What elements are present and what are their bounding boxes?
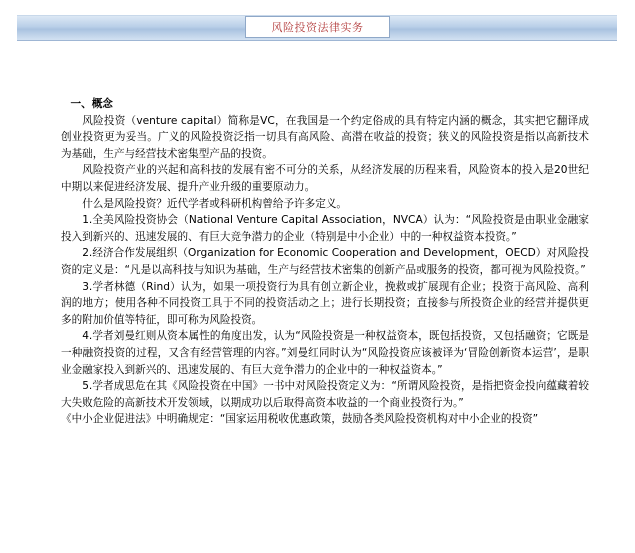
section-heading: 一、概念 xyxy=(70,98,113,110)
paragraph-sme-law: 《中小企业促进法》中明确规定：“国家运用税收优惠政策，鼓励各类风险投资机构对中小企业的投资” xyxy=(61,413,539,426)
paragraph-oecd: 2.经济合作发展组织（Organization for Economic Cooperation and Development，OECD）对风险投资的定义是：“凡是以高科技与知识为基础，生产与经营技术密集的创新产品或服务的投资，都可视为风险投资。” xyxy=(61,247,589,276)
header-title-box xyxy=(245,16,390,38)
paragraph-cheng-siwei: 5.学者成思危在其《风险投资在中国》一书中对风险投资定义为：“所谓风险投资，是指把资金投向蕴藏着较大失败危险的高新技术开发领域，以期成功以后取得高资本收益的一个商业投资行为。” xyxy=(61,380,589,409)
document-body xyxy=(61,96,589,428)
paragraph-nvca: 1.全美风险投资协会（National Venture Capital Association，NVCA）认为：“风险投资是由职业金融家投入到新兴的、迅速发展的、有巨大竞争潜力的企业（特别是中小企业）中的一种权益资本投资。” xyxy=(61,214,589,243)
document-title: 风险投资法律实务 xyxy=(271,21,364,34)
paragraph-rind: 3.学者林德（Rind）认为，如果一项投资行为具有创立新企业，挽救或扩展现有企业；投资于高风险、高利润的地方；使用各种不同投资工具于不同的投资活动之上；进行长期投资；直接参与所投资企业的经营并提供更多的附加价值等特征，即可称为风险投资。 xyxy=(61,280,589,326)
paragraph-question: 什么是风险投资？近代学者或科研机构曾给予许多定义。 xyxy=(82,197,348,210)
paragraph-definition: 风险投资（venture capital）简称是VC，在我国是一个约定俗成的具有特定内涵的概念，其实把它翻译成创业投资更为妥当。广义的风险投资泛指一切具有高风险、高潜在收益的投资；狭义的风险投资是指以高新技术为基础，生产与经营技术密集型产品的投资。 xyxy=(61,114,589,160)
paragraph-history: 风险投资产业的兴起和高科技的发展有密不可分的关系，从经济发展的历程来看，风险资本的投入是20世纪中期以来促进经济发展、提升产业升级的重要原动力。 xyxy=(61,164,589,193)
paragraph-liu-manhong: 4.学者刘曼红则从资本属性的角度出发，认为“风险投资是一种权益资本，既包括投资，又包括融资；它既是一种融资投资的过程，又含有经营管理的内容。”刘曼红同时认为“风险投资应该被译为‘冒险创新资本运营’，是职业金融家投入到新兴的、迅速发展的、有巨大竞争潜力的企业中的一种权益资本。” xyxy=(61,330,589,376)
